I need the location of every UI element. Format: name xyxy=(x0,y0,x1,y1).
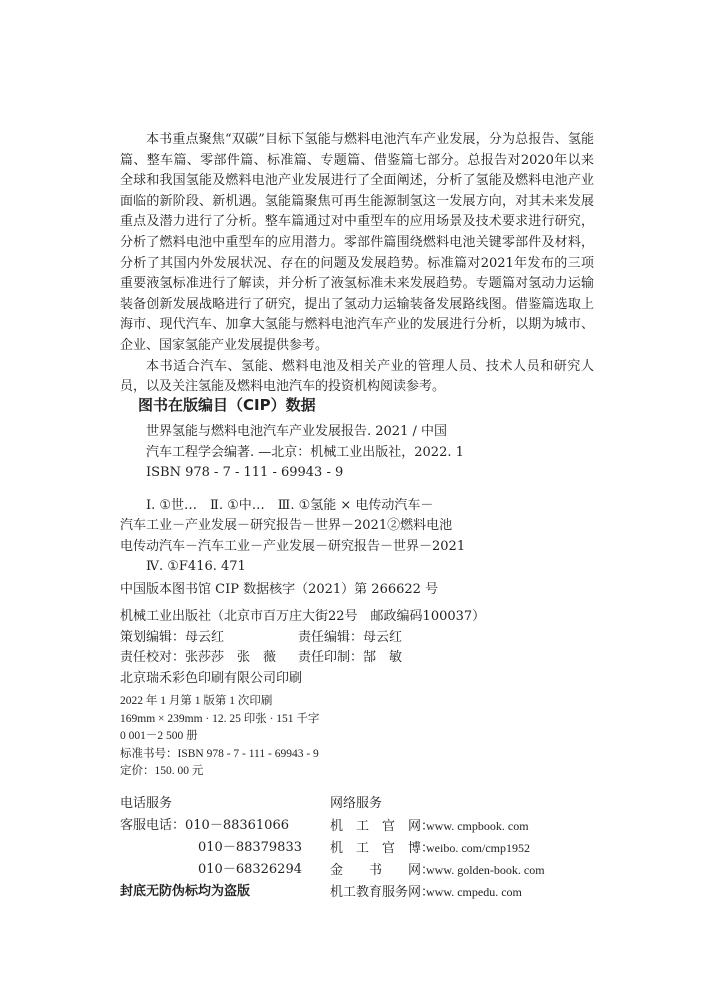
editor-row xyxy=(120,628,485,649)
phone-service-heading: 电话服务 xyxy=(120,796,173,811)
web-label: 机 工 官 博： xyxy=(330,841,435,856)
web-label: 金 书 网： xyxy=(330,863,435,878)
proofreader-row xyxy=(120,648,485,669)
cip-class-line: 电传动汽车－汽车工业－产业发展－研究报告－世界－2021 xyxy=(120,538,466,554)
phone-number: 010－88361066 xyxy=(185,818,289,833)
cip-record xyxy=(120,422,480,578)
web-label: 机 工 官 网： xyxy=(330,819,435,834)
cip-class-line: Ⅰ. ①世… Ⅱ. ①中… Ⅲ. ①氢能 × 电传动汽车－ xyxy=(146,497,434,513)
publisher-info xyxy=(120,607,485,689)
cip-class-line: 汽车工业－产业发展－研究报告－世界－2021②燃料电池 xyxy=(120,518,453,533)
cip-title-line: 世界氢能与燃料电池汽车产业发展报告. 2021 / 中国 xyxy=(146,424,447,439)
edition-line: 2022 年 1 月第 1 版第 1 次印刷 xyxy=(120,695,273,707)
contact-row xyxy=(120,837,580,859)
printing-responsible: 责任印制：郜 敏 xyxy=(298,650,403,665)
phone-entry xyxy=(120,815,289,837)
publisher-name: 机械工业出版社（北京市百万庄大街22号 邮政编码100037） xyxy=(120,609,486,624)
printer-name: 北京瑞禾彩色印刷有限公司印刷 xyxy=(120,670,303,686)
web-entry xyxy=(330,859,545,882)
contact-row xyxy=(120,859,580,881)
print-info xyxy=(120,693,319,781)
web-label: 机工教育服务网： xyxy=(330,885,435,900)
web-entry xyxy=(330,837,530,860)
cip-number: 中国版本图书馆 CIP 数据核字（2021）第 266622 号 xyxy=(120,582,439,597)
web-url[interactable]: weibo. com/cmp1952 xyxy=(426,841,530,855)
proofreader: 责任校对：张莎莎 张 薇 xyxy=(120,650,277,665)
contact-services xyxy=(120,793,580,903)
planning-editor: 策划编辑：母云红 xyxy=(120,629,225,645)
abstract-paragraph: 本书适合汽车、氢能、燃料电池及相关产业的管理人员、技术人员和研究人员，以及关注氢能及燃料电池汽车的投资机构阅读参考。 xyxy=(120,358,594,395)
web-url[interactable]: www. cmpbook. com xyxy=(426,819,529,833)
book-abstract xyxy=(120,130,594,398)
phone-number: 010－88379833 xyxy=(198,840,302,855)
phone-label: 客服电话： xyxy=(120,818,186,833)
anti-piracy-notice: 封底无防伪标均为盗版 xyxy=(120,884,251,899)
copies-line: 0 001－2 500 册 xyxy=(120,730,198,742)
contact-row xyxy=(120,815,580,837)
web-entry xyxy=(330,881,522,904)
web-url[interactable]: www. cmpedu. com xyxy=(426,885,522,899)
cip-heading: 图书在版编目（CIP）数据 xyxy=(138,396,316,414)
phone-number: 010－68326294 xyxy=(198,862,302,877)
contact-heading-row xyxy=(120,793,580,815)
cip-title-line: 汽车工程学会编著. —北京：机械工业出版社，2022. 1 xyxy=(146,444,464,460)
isbn-line: 标准书号：ISBN 978 - 7 - 111 - 69943 - 9 xyxy=(120,747,319,760)
cip-isbn: ISBN 978 - 7 - 111 - 69943 - 9 xyxy=(146,465,344,480)
web-service-heading: 网络服务 xyxy=(330,796,383,811)
web-url[interactable]: www. golden-book. com xyxy=(426,863,545,877)
web-entry xyxy=(330,815,529,838)
price-line: 定价：150. 00 元 xyxy=(120,765,204,777)
format-line: 169mm × 239mm · 12. 25 印张 · 151 千字 xyxy=(120,712,320,725)
abstract-paragraph: 本书重点聚焦“双碳”目标下氢能与燃料电池汽车产业发展，分为总报告、氢能篇、整车篇、零部件篇、标准篇、专题篇、借鉴篇七部分。总报告对2020年以来全球和我国氢能及燃料电池产业发展进行了全面阐述，分析了氢能及燃料电池产业面临的新阶段、新机遇。氢能篇聚焦可再生能源制氢这一发展方向，对其未来发展重点及潜力进行了分析。整车篇通过对中重型车的应用场景及技术要求进行研究，分析了燃料电池中重型车的应用潜力。零部件篇围绕燃料电池关键零部件及材料，分析了其国内外发展状况、存在的问题及发展趋势。标准篇对2021年发布的三项重要液氢标准进行了解读，并分析了液氢标准未来发展趋势。专题篇对氢动力运输装备创新发展战略进行了研究，提出了氢动力运输装备发展路线图。借鉴篇选取上海市、现代汽车、加拿大氢能与燃料电池汽车产业的发展进行分析，以期为城市、企业、国家氢能产业发展提供参考。 xyxy=(120,132,594,353)
contact-row xyxy=(120,881,580,903)
cip-class-line: Ⅳ. ①F416. 471 xyxy=(146,559,246,574)
responsible-editor: 责任编辑：母云红 xyxy=(298,629,403,645)
